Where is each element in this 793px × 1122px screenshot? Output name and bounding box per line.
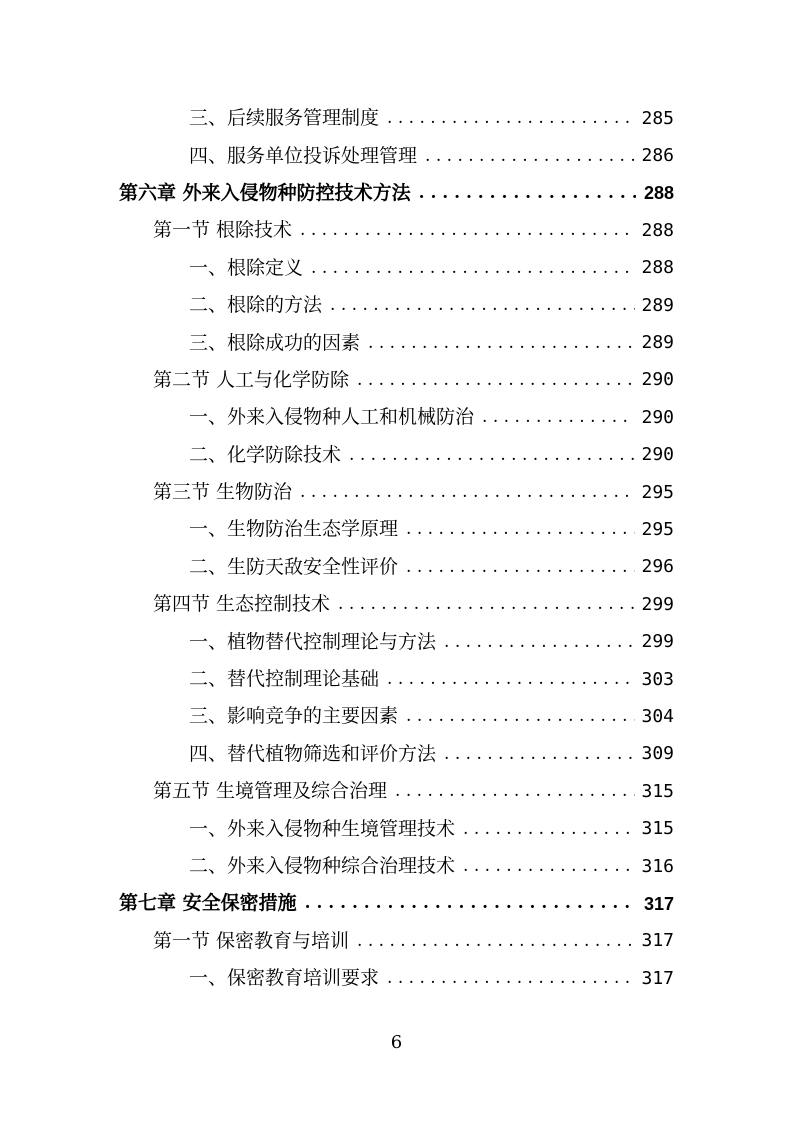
dot-leader (444, 634, 635, 651)
toc-entry-title: 第五节 生境管理及综合治理 (153, 780, 388, 803)
toc-entry-page: 304 (641, 705, 674, 727)
toc-entry-page: 295 (641, 481, 674, 503)
toc-entry-title: 第二节 人工与化学防除 (153, 368, 350, 391)
toc-item-row (119, 698, 674, 735)
dot-leader (406, 521, 635, 538)
toc-entry-page: 288 (643, 183, 674, 204)
toc-entry-page: 288 (641, 219, 674, 241)
toc-entry-page: 285 (641, 107, 674, 129)
toc-entry-title: 第四节 生态控制技术 (153, 593, 331, 616)
toc-item-row (119, 250, 674, 287)
toc-entry-title: 第三节 生物防治 (153, 481, 293, 504)
toc-entry-title: 一、生物防治生态学原理 (189, 518, 399, 541)
toc-entry-title: 二、外来入侵物种综合治理技术 (189, 855, 456, 877)
dot-leader (300, 222, 635, 239)
toc-item-row (119, 287, 674, 324)
dot-leader (406, 708, 635, 725)
toc-entry-page: 315 (641, 818, 674, 840)
toc-section-row (119, 474, 674, 511)
toc-entry-title: 第一节 保密教育与培训 (153, 929, 350, 952)
toc-entry-page: 286 (641, 145, 674, 167)
toc-entry-page: 316 (641, 855, 674, 877)
dot-leader (305, 895, 636, 912)
dot-leader (330, 297, 635, 314)
dot-leader (406, 559, 635, 576)
dot-leader (419, 185, 636, 202)
toc-entry-title: 第六章 外来入侵物种防控技术方法 (119, 181, 411, 204)
toc-entry-title: 一、植物替代控制理论与方法 (189, 630, 437, 653)
toc-section-row (119, 923, 674, 960)
toc-item-row (119, 100, 674, 137)
dot-leader (444, 746, 635, 763)
dot-leader (463, 858, 635, 875)
toc-section-row (119, 773, 674, 810)
table-of-contents (119, 100, 674, 997)
toc-item-row (119, 960, 674, 997)
dot-leader (482, 409, 635, 426)
toc-section-row (119, 586, 674, 623)
toc-entry-title: 三、影响竞争的主要因素 (189, 705, 399, 728)
toc-item-row (119, 437, 674, 474)
toc-item-row (119, 661, 674, 698)
toc-item-row (119, 399, 674, 436)
toc-item-row (119, 549, 674, 586)
toc-entry-title: 二、化学防除技术 (189, 443, 342, 466)
toc-section-row (119, 212, 674, 249)
toc-entry-title: 二、生防天敌安全性评价 (189, 555, 399, 578)
toc-item-row (119, 736, 674, 773)
toc-entry-title: 三、根除成功的因素 (189, 331, 361, 354)
toc-entry-title: 二、根除的方法 (189, 294, 323, 317)
toc-entry-title: 第一节 根除技术 (153, 219, 293, 242)
dot-leader (387, 970, 635, 987)
dot-leader (387, 110, 635, 127)
toc-item-row (119, 324, 674, 361)
toc-entry-title: 一、保密教育培训要求 (189, 967, 380, 990)
toc-entry-page: 317 (641, 930, 674, 952)
toc-entry-page: 315 (641, 780, 674, 802)
toc-entry-title: 三、后续服务管理制度 (189, 107, 380, 130)
toc-entry-page: 309 (641, 743, 674, 765)
dot-leader (349, 447, 635, 464)
dot-leader (387, 671, 635, 688)
toc-entry-page: 303 (641, 668, 674, 690)
toc-chapter-row (119, 885, 674, 922)
dot-leader (300, 484, 635, 501)
toc-entry-title: 第七章 安全保密措施 (119, 892, 297, 915)
toc-section-row (119, 362, 674, 399)
toc-entry-title: 一、根除定义 (189, 256, 304, 279)
dot-leader (395, 783, 635, 800)
dot-leader (357, 372, 635, 389)
toc-entry-page: 296 (641, 556, 674, 578)
toc-entry-page: 317 (643, 893, 674, 914)
toc-item-row (119, 511, 674, 548)
page-number: 6 (390, 1032, 403, 1053)
toc-item-row (119, 810, 674, 847)
toc-item-row (119, 137, 674, 174)
toc-entry-page: 290 (641, 444, 674, 466)
toc-entry-page: 289 (641, 332, 674, 354)
toc-entry-page: 317 (641, 967, 674, 989)
dot-leader (425, 148, 635, 165)
toc-entry-page: 289 (641, 294, 674, 316)
dot-leader (368, 335, 635, 352)
toc-entry-page: 299 (641, 593, 674, 615)
toc-entry-title: 二、替代控制理论基础 (189, 668, 380, 691)
dot-leader (357, 933, 635, 950)
toc-item-row (119, 623, 674, 660)
toc-entry-page: 290 (641, 369, 674, 391)
dot-leader (463, 821, 635, 838)
dot-leader (338, 596, 635, 613)
toc-entry-title: 四、替代植物筛选和评价方法 (189, 742, 437, 765)
toc-entry-page: 290 (641, 406, 674, 428)
toc-entry-page: 295 (641, 518, 674, 540)
toc-chapter-row (119, 175, 674, 212)
toc-entry-title: 一、外来入侵物种生境管理技术 (189, 817, 456, 840)
toc-entry-title: 四、服务单位投诉处理管理 (189, 144, 418, 167)
toc-entry-page: 299 (641, 631, 674, 653)
toc-item-row (119, 848, 674, 885)
dot-leader (311, 260, 635, 277)
toc-entry-page: 288 (641, 257, 674, 279)
toc-entry-title: 一、外来入侵物种人工和机械防治 (189, 406, 475, 429)
